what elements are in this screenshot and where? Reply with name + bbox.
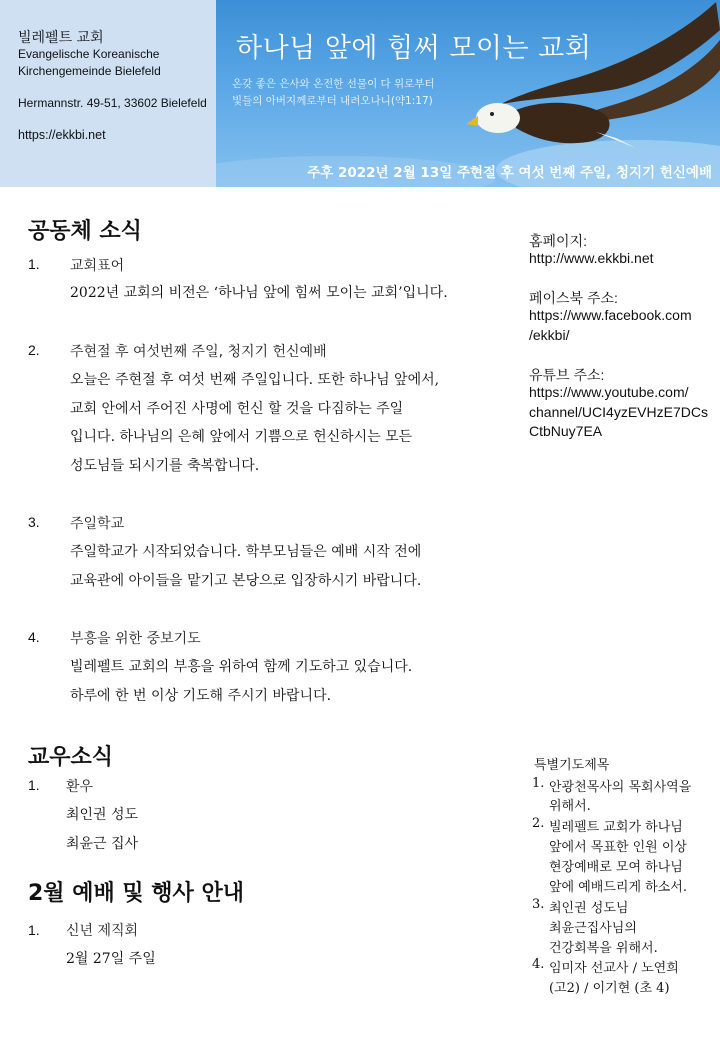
prayer-item-line: 건강회복을 위해서. bbox=[549, 941, 658, 956]
news-item-number: 2. bbox=[28, 342, 40, 358]
event-item-title: 신년 제직회 bbox=[66, 923, 139, 939]
facebook-link[interactable]: https://www.facebook.com bbox=[529, 307, 692, 323]
church-name-german-line2: Kirchengemeinde Bielefeld bbox=[18, 64, 161, 78]
prayer-item-number: 3. bbox=[532, 897, 545, 912]
homepage-link[interactable]: http://www.ekkbi.net bbox=[529, 250, 654, 266]
news-item-number: 1. bbox=[28, 256, 40, 272]
member-item-line: 최인권 성도 bbox=[66, 807, 139, 823]
prayer-item-line: 현장예배로 모여 하나님 bbox=[549, 860, 683, 875]
news-item-line: 입니다. 하나님의 은혜 앞에서 기쁨으로 헌신하시는 모든 bbox=[70, 429, 413, 445]
youtube-label: 유튜브 주소: bbox=[529, 367, 605, 383]
church-name-german-line1: Evangelische Koreanische bbox=[18, 47, 160, 61]
news-item-line: 하루에 한 번 이상 기도해 주시기 바랍니다. bbox=[70, 688, 332, 704]
prayer-item-line: 앞에 예배드리게 하소서. bbox=[549, 880, 687, 895]
church-motto: 하나님 앞에 힘써 모이는 교회 bbox=[236, 33, 592, 64]
prayer-item-number: 1. bbox=[532, 776, 545, 791]
homepage-label: 홈페이지: bbox=[529, 233, 587, 249]
prayer-item-line: 빌레펠트 교회가 하나님 bbox=[549, 820, 683, 835]
youtube-link-cont[interactable]: CtbNuy7EA bbox=[529, 423, 603, 439]
prayer-item-number: 2. bbox=[532, 816, 545, 831]
youtube-link-cont[interactable]: channel/UCI4yzEVHzE7DCs bbox=[529, 404, 708, 420]
bible-verse-line2: 빛들의 아버지께로부터 내려오나니(약1:17) bbox=[232, 95, 433, 107]
news-item-number: 4. bbox=[28, 629, 40, 645]
news-item-line: 오늘은 주현절 후 여섯 번째 주일입니다. 또한 하나님 앞에서, bbox=[70, 372, 440, 388]
church-info-panel bbox=[0, 0, 216, 187]
event-item-number: 1. bbox=[28, 922, 40, 938]
church-url[interactable]: https://ekkbi.net bbox=[18, 128, 106, 142]
bible-verse-line1: 온갖 좋은 은사와 온전한 선물이 다 위로부터 bbox=[232, 78, 435, 90]
member-item-number: 1. bbox=[28, 777, 40, 793]
news-item-line: 교회 안에서 주어진 사명에 헌신 할 것을 다짐하는 주일 bbox=[70, 401, 404, 417]
news-item-line: 빌레펠트 교회의 부흥을 위하여 함께 기도하고 있습니다. bbox=[70, 659, 413, 675]
prayer-item-line: 임미자 선교사 / 노연희 bbox=[549, 961, 679, 976]
news-item-number: 3. bbox=[28, 514, 40, 530]
news-item-line: 2022년 교회의 비전은 ‘하나님 앞에 힘써 모이는 교회’입니다. bbox=[70, 285, 448, 301]
church-name: 빌레펠트 교회 bbox=[18, 30, 104, 46]
prayer-item-line: 위해서. bbox=[549, 799, 591, 814]
news-item-title: 교회표어 bbox=[70, 258, 125, 274]
community-news-heading: 공동체 소식 bbox=[28, 219, 142, 244]
event-item-line: 2월 27일 주일 bbox=[66, 951, 156, 967]
member-news-heading: 교우소식 bbox=[28, 745, 114, 770]
prayer-item-line: 안광천목사의 목회사역을 bbox=[549, 780, 692, 795]
events-heading: 2월 예배 및 행사 안내 bbox=[28, 881, 244, 906]
news-item-title: 주일학교 bbox=[70, 516, 125, 532]
youtube-link[interactable]: https://www.youtube.com/ bbox=[529, 384, 689, 400]
prayer-item-line: 최윤근집사님의 bbox=[549, 921, 637, 936]
news-item-title: 부흥을 위한 중보기도 bbox=[70, 631, 201, 647]
news-item-line: 성도님들 되시기를 축복합니다. bbox=[70, 458, 260, 474]
prayer-item-number: 4. bbox=[532, 957, 545, 972]
prayer-item-line: 앞에서 목표한 인원 이상 bbox=[549, 840, 687, 855]
church-address: Hermannstr. 49-51, 33602 Bielefeld bbox=[18, 96, 207, 110]
prayer-heading: 특별기도제목 bbox=[534, 758, 610, 773]
service-date: 주후 2022년 2월 13일 주현절 후 여섯 번째 주일, 청지기 헌신예배 bbox=[307, 165, 712, 181]
news-item-line: 주일학교가 시작되었습니다. 학부모님들은 예배 시작 전에 bbox=[70, 544, 422, 560]
prayer-item-line: 최인권 성도님 bbox=[549, 901, 629, 916]
banner bbox=[216, 0, 720, 187]
member-item-title: 환우 bbox=[66, 779, 94, 795]
news-item-line: 교육관에 아이들을 맡기고 본당으로 입장하시기 바랍니다. bbox=[70, 573, 422, 589]
facebook-label: 페이스북 주소: bbox=[529, 290, 618, 306]
facebook-link-cont[interactable]: /ekkbi/ bbox=[529, 327, 570, 343]
news-item-title: 주현절 후 여섯번째 주일, 청지기 헌신예배 bbox=[70, 344, 327, 360]
prayer-item-line: (고2) / 이기현 (초 4) bbox=[549, 981, 670, 996]
member-item-line: 최윤근 집사 bbox=[66, 836, 139, 852]
